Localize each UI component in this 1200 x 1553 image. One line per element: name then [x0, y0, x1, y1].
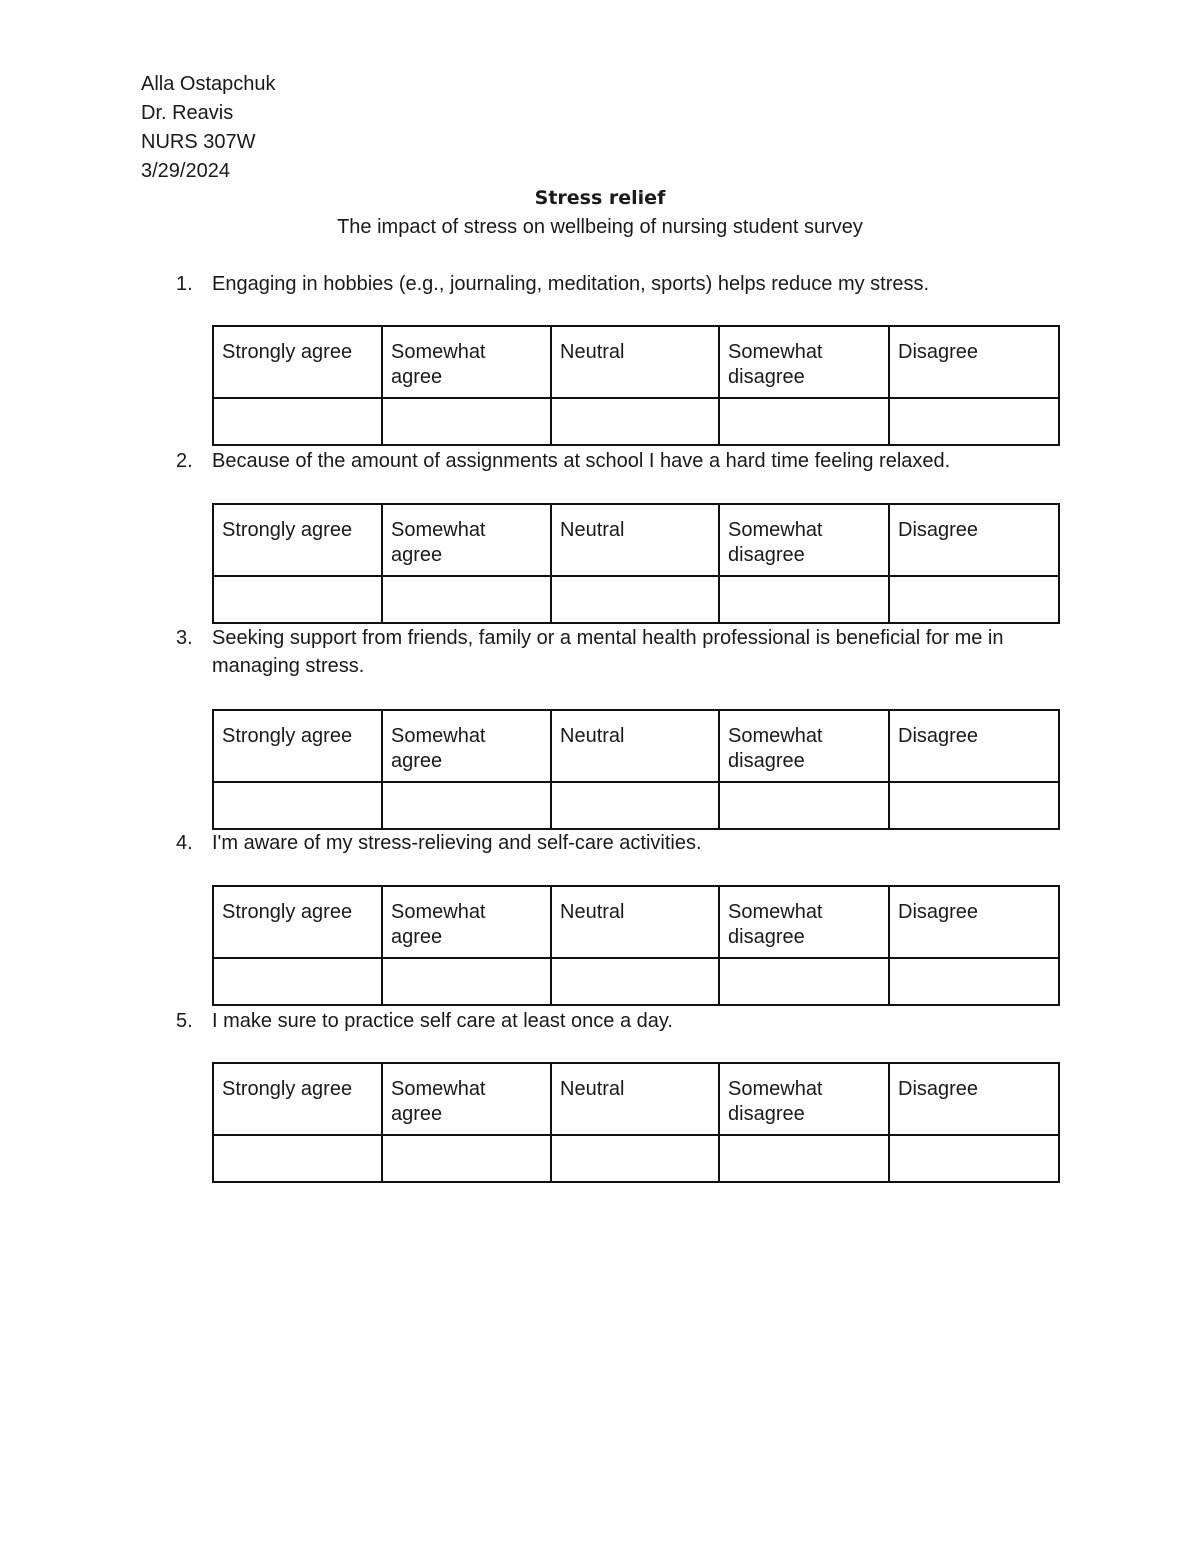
answer-cell-strongly-agree[interactable] [213, 576, 382, 623]
answer-cell-somewhat-disagree[interactable] [719, 576, 889, 623]
scale-label-somewhat-disagree: Somewhat disagree [719, 710, 889, 782]
answer-cell-disagree[interactable] [889, 398, 1059, 445]
answer-row [213, 782, 1059, 829]
scale-labels-row [213, 504, 1059, 576]
answer-cell-somewhat-agree[interactable] [382, 576, 551, 623]
likert-scale-table-4 [212, 885, 1060, 1006]
likert-scale-table-3 [212, 709, 1060, 830]
scale-labels-row [213, 1063, 1059, 1135]
answer-cell-somewhat-disagree[interactable] [719, 958, 889, 1005]
scale-labels-row [213, 326, 1059, 398]
scale-label-somewhat-disagree: Somewhat disagree [719, 504, 889, 576]
answer-cell-strongly-agree[interactable] [213, 1135, 382, 1182]
scale-label-somewhat-agree: Somewhat agree [382, 1063, 551, 1135]
answer-cell-neutral[interactable] [551, 576, 719, 623]
answer-row [213, 1135, 1059, 1182]
answer-cell-disagree[interactable] [889, 1135, 1059, 1182]
answer-row [213, 398, 1059, 445]
answer-cell-disagree[interactable] [889, 782, 1059, 829]
scale-label-disagree: Disagree [889, 504, 1059, 576]
scale-label-strongly-agree: Strongly agree [213, 710, 382, 782]
answer-row [213, 958, 1059, 1005]
course-code: NURS 307W [141, 131, 256, 153]
document-subtitle: The impact of stress on wellbeing of nursing student survey [337, 216, 863, 238]
likert-scale-table-5 [212, 1062, 1060, 1183]
scale-label-somewhat-disagree: Somewhat disagree [719, 1063, 889, 1135]
question-number: 3. [176, 627, 193, 649]
question-text: Because of the amount of assignments at school I have a hard time feeling relaxed. [212, 450, 951, 472]
question-text: I'm aware of my stress-relieving and self-care activities. [212, 832, 702, 854]
scale-label-neutral: Neutral [551, 710, 719, 782]
scale-label-somewhat-disagree: Somewhat disagree [719, 886, 889, 958]
scale-label-disagree: Disagree [889, 710, 1059, 782]
answer-cell-neutral[interactable] [551, 398, 719, 445]
scale-label-neutral: Neutral [551, 326, 719, 398]
author-header [141, 70, 276, 186]
scale-label-somewhat-agree: Somewhat agree [382, 326, 551, 398]
scale-label-strongly-agree: Strongly agree [213, 886, 382, 958]
scale-labels-row [213, 886, 1059, 958]
author-name: Alla Ostapchuk [141, 73, 276, 95]
question-number: 4. [176, 832, 193, 854]
question-number: 5. [176, 1010, 193, 1032]
question-text: Engaging in hobbies (e.g., journaling, meditation, sports) helps reduce my stress. [212, 273, 930, 295]
answer-row [213, 576, 1059, 623]
answer-cell-somewhat-disagree[interactable] [719, 1135, 889, 1182]
scale-label-somewhat-agree: Somewhat agree [382, 710, 551, 782]
answer-cell-somewhat-disagree[interactable] [719, 398, 889, 445]
scale-label-somewhat-agree: Somewhat agree [382, 504, 551, 576]
answer-cell-somewhat-agree[interactable] [382, 398, 551, 445]
scale-label-neutral: Neutral [551, 886, 719, 958]
scale-label-somewhat-agree: Somewhat agree [382, 886, 551, 958]
likert-scale-table-1 [212, 325, 1060, 446]
answer-cell-somewhat-agree[interactable] [382, 1135, 551, 1182]
document-date: 3/29/2024 [141, 160, 230, 182]
question-text: Seeking support from friends, family or a mental health professional is beneficial for me in managing stress. [212, 627, 1004, 677]
answer-cell-disagree[interactable] [889, 576, 1059, 623]
question-text: I make sure to practice self care at least once a day. [212, 1010, 673, 1032]
scale-label-strongly-agree: Strongly agree [213, 326, 382, 398]
answer-cell-somewhat-agree[interactable] [382, 782, 551, 829]
scale-label-neutral: Neutral [551, 1063, 719, 1135]
answer-cell-neutral[interactable] [551, 1135, 719, 1182]
answer-cell-somewhat-agree[interactable] [382, 958, 551, 1005]
scale-label-disagree: Disagree [889, 326, 1059, 398]
answer-cell-strongly-agree[interactable] [213, 398, 382, 445]
answer-cell-strongly-agree[interactable] [213, 958, 382, 1005]
question-number: 2. [176, 450, 193, 472]
scale-labels-row [213, 710, 1059, 782]
scale-label-disagree: Disagree [889, 1063, 1059, 1135]
question-number: 1. [176, 273, 193, 295]
scale-label-neutral: Neutral [551, 504, 719, 576]
instructor-name: Dr. Reavis [141, 102, 234, 124]
answer-cell-somewhat-disagree[interactable] [719, 782, 889, 829]
answer-cell-neutral[interactable] [551, 958, 719, 1005]
answer-cell-neutral[interactable] [551, 782, 719, 829]
scale-label-strongly-agree: Strongly agree [213, 1063, 382, 1135]
scale-label-somewhat-disagree: Somewhat disagree [719, 326, 889, 398]
document-title: Stress relief [534, 187, 666, 209]
scale-label-disagree: Disagree [889, 886, 1059, 958]
scale-label-strongly-agree: Strongly agree [213, 504, 382, 576]
answer-cell-strongly-agree[interactable] [213, 782, 382, 829]
answer-cell-disagree[interactable] [889, 958, 1059, 1005]
likert-scale-table-2 [212, 503, 1060, 624]
